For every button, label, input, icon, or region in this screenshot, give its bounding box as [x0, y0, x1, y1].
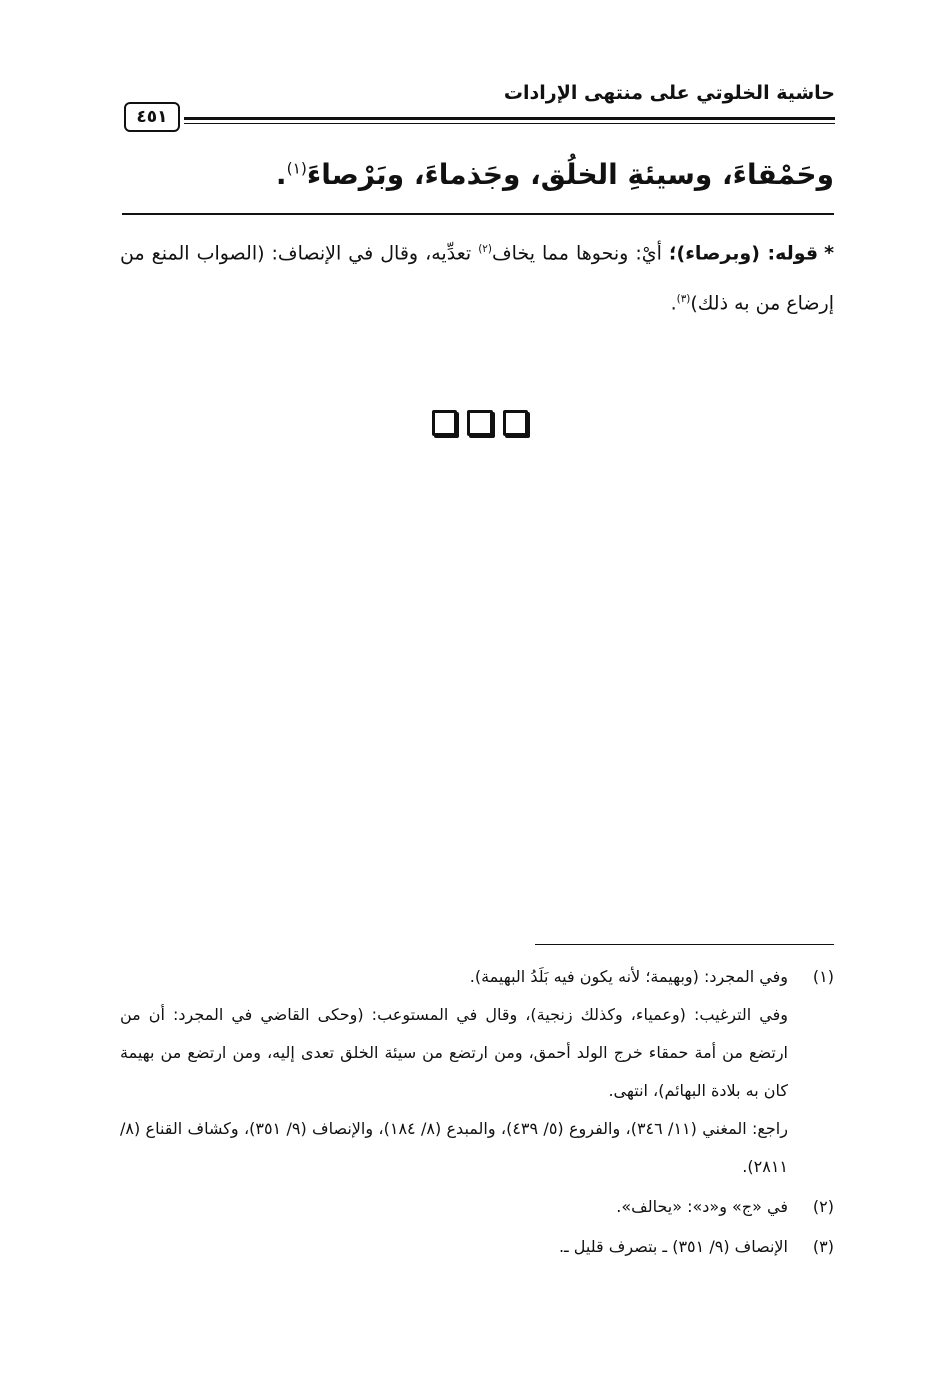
ornament-square-icon — [467, 410, 492, 436]
page-number: ٤٥١ — [124, 102, 180, 132]
footnote-number: (٢) — [812, 1197, 834, 1216]
commentary-end: . — [670, 292, 677, 315]
footnote-1 — [120, 958, 834, 1186]
commentary-lead: قوله: (وبرصاء)؛ — [668, 242, 819, 265]
matn-end: . — [275, 158, 287, 191]
running-title: حاشية الخلوتي على منتهى الإرادات — [503, 82, 835, 104]
footnote-paragraph: في «ج» و«د»: «يحالف». — [616, 1197, 788, 1216]
header-rule-thin — [184, 123, 835, 124]
footnote-separator — [535, 944, 834, 945]
footnote-paragraph: راجع: المغني (١١/ ٣٤٦)، والفروع (٥/ ٤٣٩)، والمبدع (٨/ ١٨٤)، والإنصاف (٩/ ٣٥١)، وكشاف القناع (٨/ ٢٨١١). — [120, 1119, 788, 1176]
header-rule-thick — [184, 117, 835, 120]
matn-footnote-ref: (١) — [286, 159, 307, 178]
matn-divider — [122, 213, 834, 215]
footnote-paragraph: وفي الترغيب: (وعمياء، وكذلك زنجية)، وقال في المستوعب: (وحكى القاضي في المجرد: أن من ارتضع من أمة حمقاء خرج الولد أحمق، ومن ارتضع من سيئة الخلق تعدى إليه، ومن ارتضع من بهيمة كان به بلادة البهائم)، انتهى. — [120, 1005, 788, 1100]
commentary-footnote-ref-3: (٣) — [676, 293, 691, 306]
matn-body: وحَمْقاءَ، وسيئةِ الخلُق، وجَذماءَ، وبَرْصاءَ — [306, 158, 834, 191]
footnote-2 — [120, 1188, 834, 1226]
commentary-text-1: أيْ: ونحوها مما يخاف — [491, 242, 662, 265]
commentary-footnote-ref-2: (٢) — [478, 243, 492, 255]
footnote-paragraph: الإنصاف (٩/ ٣٥١) ـ بتصرف قليل ـ. — [558, 1237, 788, 1256]
footnote-3 — [120, 1228, 834, 1266]
commentary-paragraph — [120, 226, 834, 327]
ornament-square-icon — [503, 410, 528, 436]
ornament-square-icon — [432, 410, 457, 436]
footnote-number: (١) — [812, 967, 834, 986]
page-header — [120, 80, 835, 140]
commentary-text-2: تعدِّيه، وقال في الإنصاف: (الصواب المنع من إرضاع من به ذلك) — [120, 242, 834, 315]
footnotes — [120, 958, 834, 1268]
three-squares-ornament-icon — [432, 410, 528, 436]
star-marker: * — [824, 242, 835, 265]
footnote-paragraph: وفي المجرد: (وبهيمة؛ لأنه يكون فيه بَلَدُ البهيمة). — [469, 967, 788, 986]
matn-text — [276, 158, 834, 191]
footnote-number: (٣) — [812, 1237, 834, 1256]
